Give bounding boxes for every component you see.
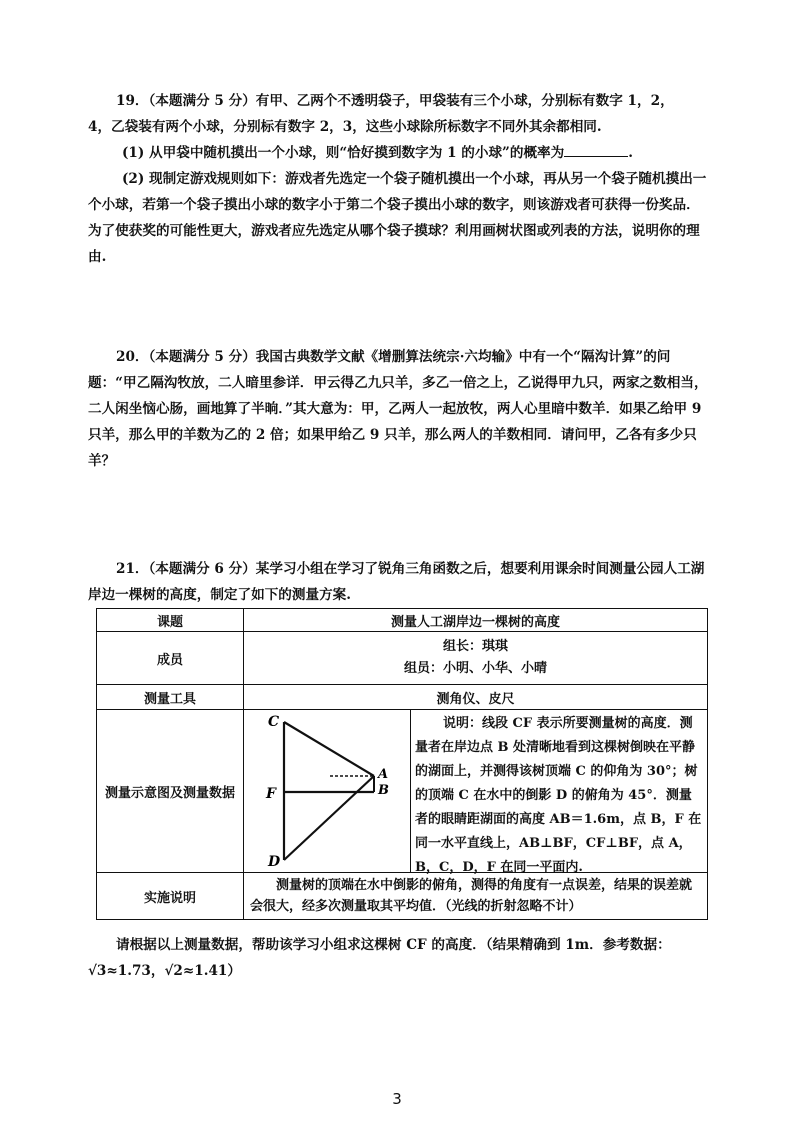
point-a-label: A	[378, 767, 389, 782]
title-label: 课题	[97, 609, 244, 632]
table-row-diagram	[97, 710, 708, 873]
table-row-members	[97, 632, 708, 685]
q21-ask: 请根据以上测量数据，帮助该学习小组求这棵树 CF 的高度．（结果精确到 1m．参考数据：√3≈1.73，√2≈1.41）	[88, 937, 671, 979]
point-c-label: C	[268, 714, 280, 730]
note-label: 实施说明	[97, 873, 244, 920]
diagram-description-text: 说明：线段 CF 表示所要测量树的高度．测量者在岸边点 B 处清晰地看到这棵树倒映在平静的湖面上，并测得该树顶端 C 的仰角为 30°；树的顶端 C 在水中的倒影 D 的俯角为 45°．测量者的眼睛距湖面的高度 AB＝1.6m，点 B，F 在同一水平直线上，AB⊥BF，CF⊥BF，点 A，B，C，D，F 在同一平面内.	[415, 716, 702, 875]
q19-part1-text: (1) 从甲袋中随机摸出一个小球，则“恰好摸到数字为 1 的小球”的概率为	[122, 145, 565, 161]
q19-part1-end: .	[628, 145, 633, 161]
q19-part2: (2) 现制定游戏规则如下：游戏者先选定一个袋子随机摸出一个小球，再从另一个袋子随机摸出一个小球，若第一个袋子摸出小球的数字小于第二个袋子摸出小球的数字，则该游戏者可获得一份奖品．为了使获奖的可能性更大，游戏者应先选定从哪个袋子摸球？利用画树状图或列表的方法，说明你的理由.	[88, 171, 707, 265]
diagram-label: 测量示意图及测量数据	[97, 710, 244, 873]
tools-label: 测量工具	[97, 685, 244, 710]
measurement-plan-table	[96, 608, 708, 920]
measurement-diagram	[244, 710, 411, 872]
members-value	[244, 632, 708, 685]
diagram-svg	[244, 710, 410, 872]
diagram-description	[411, 710, 707, 875]
q19-line1: 19．（本题满分 5 分）有甲、乙两个不透明袋子，甲袋装有三个小球，分别标有数字 1，2，	[116, 93, 674, 109]
q19-line2: 4，乙袋装有两个小球，分别标有数字 2，3，这些小球除所标数字不同外其余都相同.	[88, 119, 602, 135]
title-value: 测量人工湖岸边一棵树的高度	[244, 609, 708, 632]
line-ca	[284, 722, 374, 776]
question-21-ask	[88, 932, 708, 984]
diagram-cell	[244, 710, 708, 873]
point-f-label: F	[266, 786, 276, 802]
leader-text: 组长：琪琪	[442, 639, 508, 654]
answer-blank	[564, 142, 628, 157]
note-value: 测量树的顶端在水中倒影的俯角，测得的角度有一点误差，结果的误差就会很大，经多次测量取其平均值．（光线的折射忽略不计）	[250, 878, 693, 914]
point-d-label: D	[268, 854, 281, 870]
page-number: 3	[392, 1090, 402, 1108]
note-cell	[244, 873, 708, 920]
question-20	[88, 344, 708, 474]
members-text: 组员：小明、小华、小晴	[403, 661, 547, 676]
table-row-note	[97, 873, 708, 920]
q21-intro: 21．（本题满分 6 分）某学习小组在学习了锐角三角函数之后，想要利用课余时间测量公园人工湖岸边一棵树的高度，制定了如下的测量方案.	[88, 561, 705, 603]
question-21	[88, 556, 708, 608]
question-19	[88, 88, 708, 270]
q20-text: 20．（本题满分 5 分）我国古典数学文献《增删算法统宗·六均输》中有一个“隔沟计算”的问题：“甲乙隔沟牧放，二人暗里参详．甲云得乙九只羊，多乙一倍之上，乙说得甲九只，两家之数相当，二人闲坐恼心肠，画地算了半晌．”其大意为：甲，乙两人一起放牧，两人心里暗中数羊．如果乙给甲 9 只羊，那么甲的羊数为乙的 2 倍；如果甲给乙 9 只羊，那么两人的羊数相同．请问甲，乙各有多少只羊？	[88, 349, 708, 469]
table-row-title	[97, 609, 708, 632]
point-b-label: B	[378, 783, 389, 798]
q19-part1	[88, 140, 708, 166]
tools-value: 测角仪、皮尺	[244, 685, 708, 710]
line-da	[284, 776, 374, 860]
members-label: 成员	[97, 632, 244, 685]
table-row-tools	[97, 685, 708, 710]
